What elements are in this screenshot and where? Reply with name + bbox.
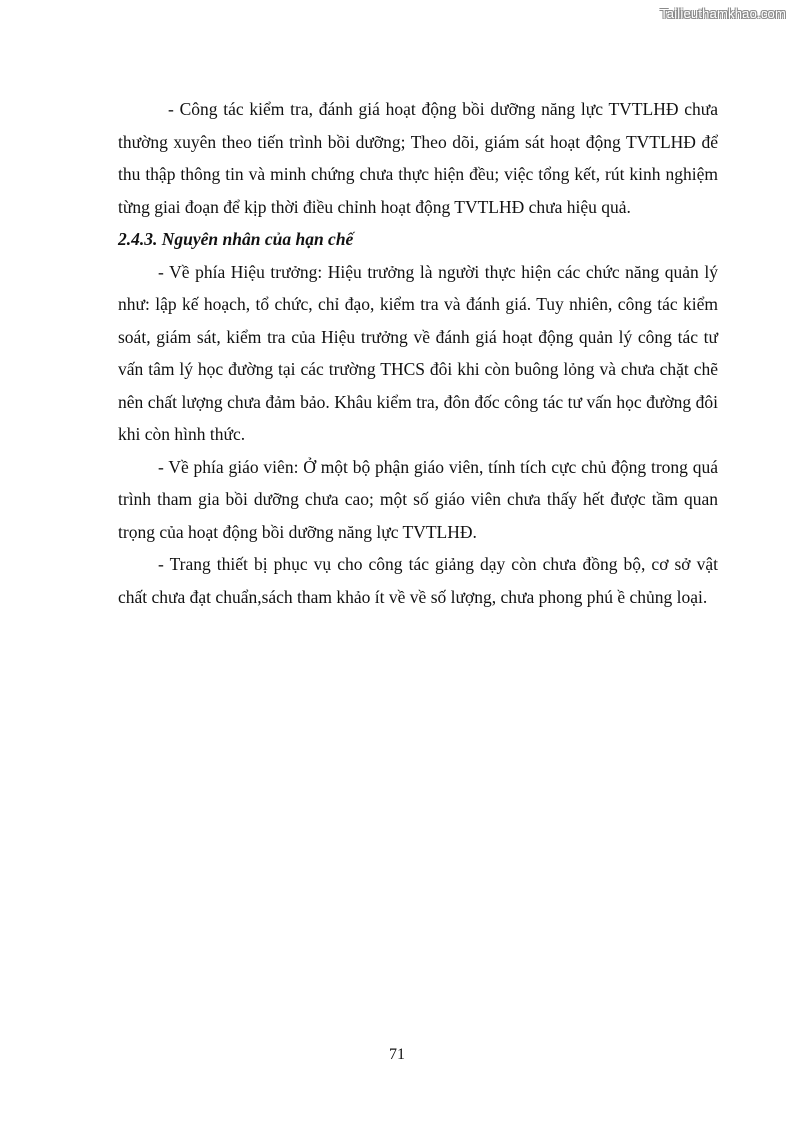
page-number: 71 [389, 1046, 405, 1063]
paragraph-teacher-cause: - Về phía giáo viên: Ở một bộ phận giáo viên, tính tích cực chủ động trong quá trình tham gia bồi dưỡng chưa cao; một số giáo viên chưa thấy hết được tầm quan trọng của hoạt động bồi dưỡng năng lực TVTLHĐ. [118, 456, 718, 542]
document-body [118, 93, 718, 613]
section-heading: 2.4.3. Nguyên nhân của hạn chế [118, 229, 354, 249]
paragraph-principal-cause: - Về phía Hiệu trưởng: Hiệu trưởng là người thực hiện các chức năng quản lý như: lập kế hoạch, tổ chức, chỉ đạo, kiểm tra và đánh giá. Tuy nhiên, công tác kiểm soát, giám sát, kiểm tra của Hiệu trưởng về đánh giá hoạt động quản lý công tác tư vấn tâm lý học đường tại các trường THCS đôi khi còn buông lỏng và chưa chặt chẽ nên chất lượng chưa đảm bảo. Khâu kiểm tra, đôn đốc công tác tư vấn học đường đôi khi còn hình thức. [118, 261, 718, 444]
watermark-logo: Tailieuthamkhao.com [660, 6, 786, 21]
paragraph-equipment-cause: - Trang thiết bị phục vụ cho công tác giảng dạy còn chưa đồng bộ, cơ sở vật chất chưa đạt chuẩn,sách tham khảo ít về về số lượng, chưa phong phú ề chủng loại. [118, 554, 718, 607]
paragraph-evaluation-shortcoming: - Công tác kiểm tra, đánh giá hoạt động bồi dưỡng năng lực TVTLHĐ chưa thường xuyên theo tiến trình bồi dưỡng; Theo dõi, giám sát hoạt động TVTLHĐ để thu thập thông tin và minh chứng chưa thực hiện đều; việc tổng kết, rút kinh nghiệm từng giai đoạn để kịp thời điều chỉnh hoạt động TVTLHĐ chưa hiệu quả. [118, 99, 718, 217]
